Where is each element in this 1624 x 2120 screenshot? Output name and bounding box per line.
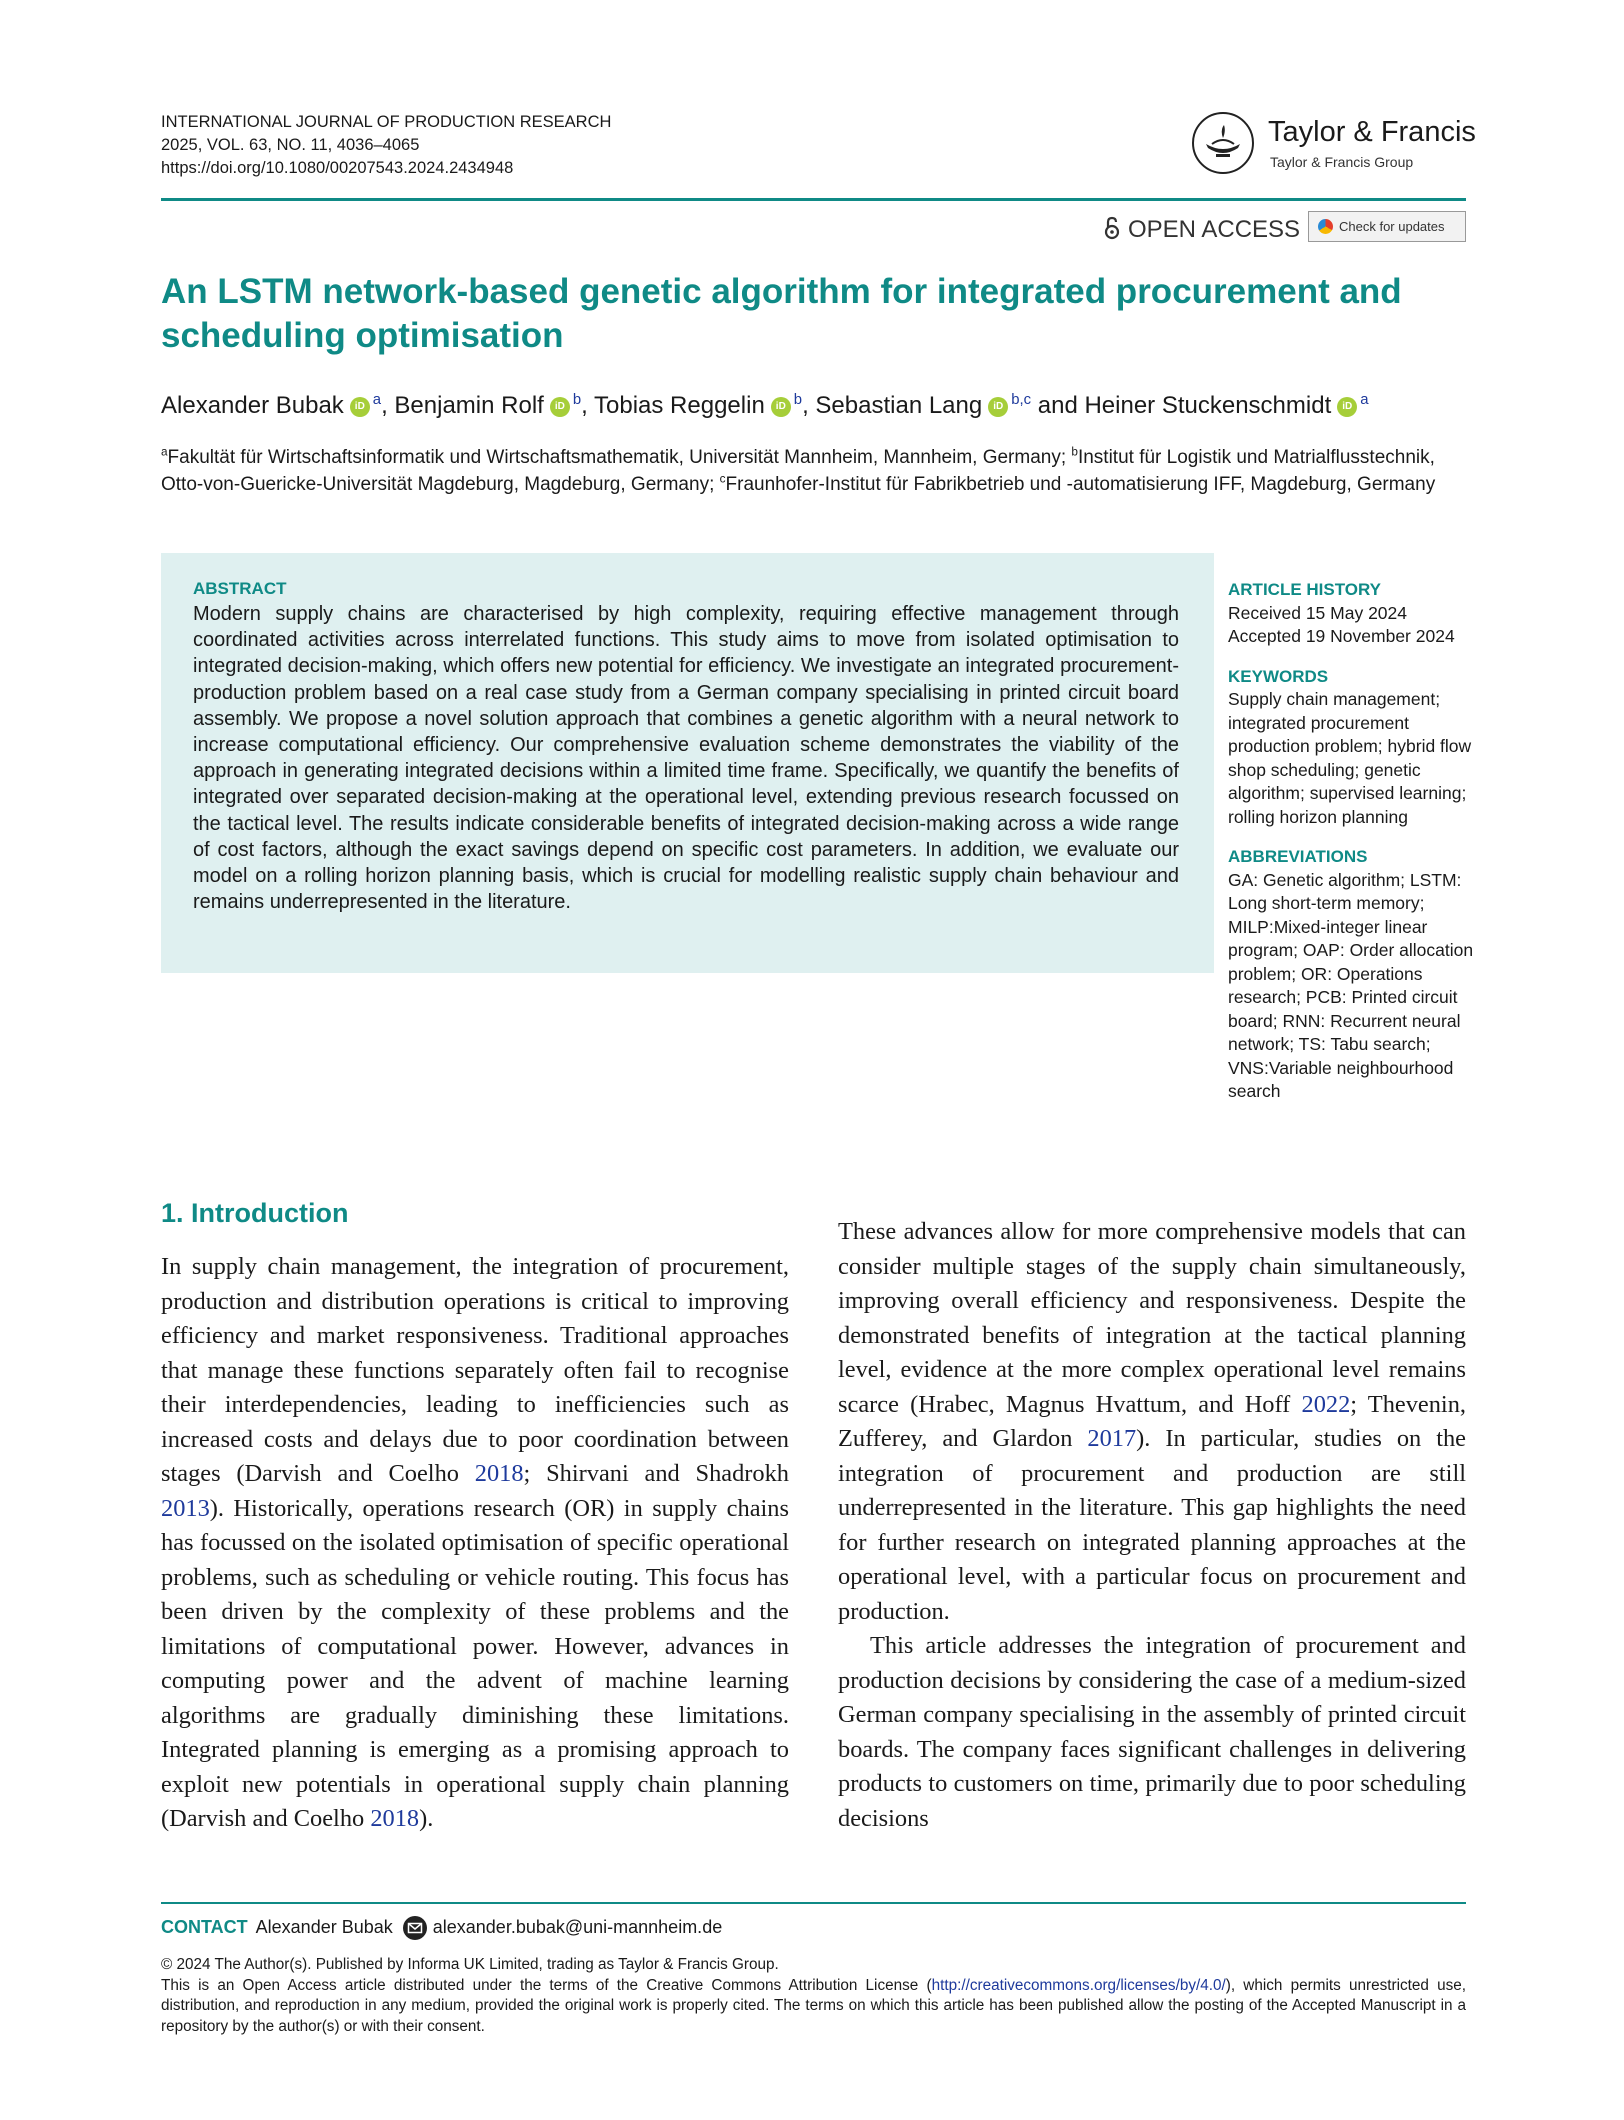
keywords-heading: KEYWORDS	[1228, 666, 1329, 686]
affiliation-mark[interactable]: b	[793, 392, 803, 408]
abbreviations-heading: ABBREVIATIONS	[1228, 847, 1368, 866]
open-lock-icon	[1104, 216, 1120, 247]
author-name: Tobias Reggelin	[594, 392, 765, 419]
abstract-text: Modern supply chains are characterised by high complexity, requiring effective management through coordinated activities across interrelated functions. This study aims to move from isolated optimisation to integrated decision-making, which offers new potential for efficiency. We investigate an integrated procurement-production problem based on a real case study from a German company specialising in printed circuit board assembly. We propose a novel solution approach that combines a genetic algorithm with a neural network to increase computational efficiency. Our comprehensive evaluation scheme demonstrates the viability of the approach in generating integrated decisions within a limited time frame. Specifically, we quantify the benefits of integrated over separated decision-making at the operational level, extending previous research focussed on the tactical level. The results indicate considerable benefits of integrated decision-making across a wide range of cost factors, although the exact savings depend on specific cost parameters. In addition, we evaluate our model on a rolling horizon planning basis, which is crucial for modelling realistic supply chain behaviour and remains underrepresented in the literature.	[193, 603, 1179, 914]
affiliations: $^a$Fakultät für Wirtschaftsinformatik und Wirtschaftsmathematik, Universität Mannheim, Mannheim, Germany; $^b$Institut für Logistik und Matrialflusstechnik, Otto-von-Guericke-Universität Magdeburg, Magdeburg, Germany; $^c$Fraunhofer-Institut für Fabrikbetrieb und -automatisierung IFF, Magdeburg, Germany	[161, 445, 1436, 495]
article-sidebar	[1228, 578, 1478, 1104]
orcid-icon[interactable]: iD	[550, 397, 570, 417]
footer-rule	[161, 1902, 1466, 1904]
journal-info	[161, 111, 611, 180]
check-for-updates-button[interactable]	[1308, 211, 1466, 242]
lamp-icon	[1192, 112, 1254, 174]
abbreviations-list: GA: Genetic algorithm; LSTM: Long short-term memory; MILP:Mixed-integer linear program; OAP: Order allocation problem; OR: Operations research; PCB: Printed circuit board; RNN: Recurrent neural network; TS: Tabu search; VNS:Variable neighbourhood search	[1228, 869, 1474, 1101]
doi-link[interactable]: https://doi.org/10.1080/00207543.2024.2434948	[161, 159, 514, 177]
license-footer	[161, 1955, 1466, 2037]
contact-name: Alexander Bubak	[255, 1916, 393, 1937]
crossmark-icon	[1318, 219, 1333, 234]
orcid-icon[interactable]: iD	[350, 397, 370, 417]
orcid-icon[interactable]: iD	[771, 397, 791, 417]
affiliation-mark[interactable]: a	[1360, 392, 1369, 408]
author-name: Sebastian Lang	[815, 392, 983, 419]
article-title: An LSTM network-based genetic algorithm for integrated procurement and scheduling optimisation	[161, 272, 1402, 355]
copyright-notice: © 2024 The Author(s). Published by Informa UK Limited, trading as Taylor & Francis Group.	[161, 1956, 779, 1973]
license-link[interactable]: http://creativecommons.org/licenses/by/4.0/	[931, 1976, 1226, 1994]
journal-name: INTERNATIONAL JOURNAL OF PRODUCTION RESEARCH	[161, 113, 612, 131]
affiliation-mark[interactable]: a	[372, 392, 382, 408]
intro-column-left: In supply chain management, the integration of procurement, production and distribution operations is critical to improving efficiency and market responsiveness. Traditional approaches that manage these functions separately often fail to recognise their interdependencies, leading to inefficiencies such as increased costs and delays due to poor coordination between stages (Darvish and Coelho 2018; Shirvani and Shadrokh 2013). Historically, operations research (OR) in supply chains has focussed on the isolated optimisation of specific operational problems, such as scheduling or vehicle routing. This focus has been driven by the complexity of these problems and the limitations of computational power. However, advances in computing power and the advent of machine learning algorithms are gradually diminishing these limitations. Integrated planning is emerging as a promising approach to exploit new potentials in operational supply chain planning (Darvish and Coelho 2018).	[161, 1253, 790, 1832]
author-name: Alexander Bubak	[161, 392, 344, 419]
header-rule	[161, 198, 1466, 201]
citation-link[interactable]: 2018	[474, 1460, 524, 1487]
orcid-icon[interactable]: iD	[1337, 397, 1357, 417]
accepted-date: Accepted 19 November 2024	[1228, 626, 1455, 646]
license-notice: This is an Open Access article distributed under the terms of the Creative Commons Attribution License (http://creativecommons.org/licenses/by/4.0/), which permits unrestricted use, distribution, and reproduction in any medium, provided the original work is properly cited. The terms on which this article has been published allow the posting of the Accepted Manuscript in a repository by the author(s) or with their consent.	[161, 1976, 1466, 2035]
open-access-badge	[1104, 216, 1300, 247]
open-access-label: OPEN ACCESS	[1128, 216, 1301, 243]
contact-label: CONTACT	[161, 1916, 248, 1937]
citation-link[interactable]: 2013	[161, 1494, 210, 1522]
check-for-updates-label: Check for updates	[1339, 219, 1445, 234]
contact-email[interactable]: alexander.bubak@uni-mannheim.de	[432, 1916, 723, 1937]
email-icon	[403, 1916, 427, 1940]
affiliation-mark[interactable]: b	[572, 392, 582, 408]
contact-line	[161, 1916, 722, 1940]
affiliation-mark[interactable]: b,c	[1011, 392, 1032, 408]
section-heading-introduction: 1. Introduction	[161, 1198, 349, 1228]
paragraph: This article addresses the integration of procurement and production decisions by considering the case of a medium-sized German company specialising in the assembly of printed circuit boards. The company faces significant challenges in delivering products to customers on time, primarily due to poor scheduling decisions	[838, 1632, 1466, 1832]
citation-link[interactable]: 2022	[1301, 1390, 1351, 1418]
publisher-logo	[1192, 112, 1476, 176]
author-name: Heiner Stuckenschmidt	[1084, 392, 1332, 419]
publisher-name: Taylor & Francis	[1268, 116, 1476, 148]
received-date: Received 15 May 2024	[1228, 602, 1407, 623]
citation-link[interactable]: 2018	[370, 1805, 420, 1832]
author-list: Alexander Bubak iD $^a$, Benjamin Rolf iD $^b$, Tobias Reggelin iD $^b$, Sebastian Lang iD $^{b,c}$ and Heiner Stuckenschmidt iD $^a$	[161, 392, 1369, 419]
intro-column-right	[838, 1215, 1466, 1836]
volume-line: 2025, VOL. 63, NO. 11, 4036–4065	[161, 136, 420, 154]
author-name: Benjamin Rolf	[394, 392, 544, 419]
keywords-list: Supply chain management; integrated procurement production problem; hybrid flow shop scheduling; genetic algorithm; supervised learning; rolling horizon planning	[1228, 689, 1472, 827]
publisher-group: Taylor & Francis Group	[1270, 154, 1414, 170]
abstract-heading: ABSTRACT	[193, 579, 287, 598]
paragraph: These advances allow for more comprehensive models that can consider multiple stages of the supply chain simultaneously, improving overall efficiency and responsiveness. Despite the demonstrated benefits of integration at the tactical planning level, evidence at the more complex operational level remains scarce (Hrabec, Magnus Hvattum, and Hoff 2022; Thevenin, Zufferey, and Glardon 2017). In particular, studies on the integration of procurement and production are still underrepresented in the literature. This gap highlights the need for further research on integrated planning approaches at the operational level, with a particular focus on procurement and production.	[838, 1218, 1467, 1625]
orcid-icon[interactable]: iD	[988, 397, 1008, 417]
history-heading: ARTICLE HISTORY	[1228, 580, 1382, 599]
citation-link[interactable]: 2017	[1087, 1425, 1137, 1452]
